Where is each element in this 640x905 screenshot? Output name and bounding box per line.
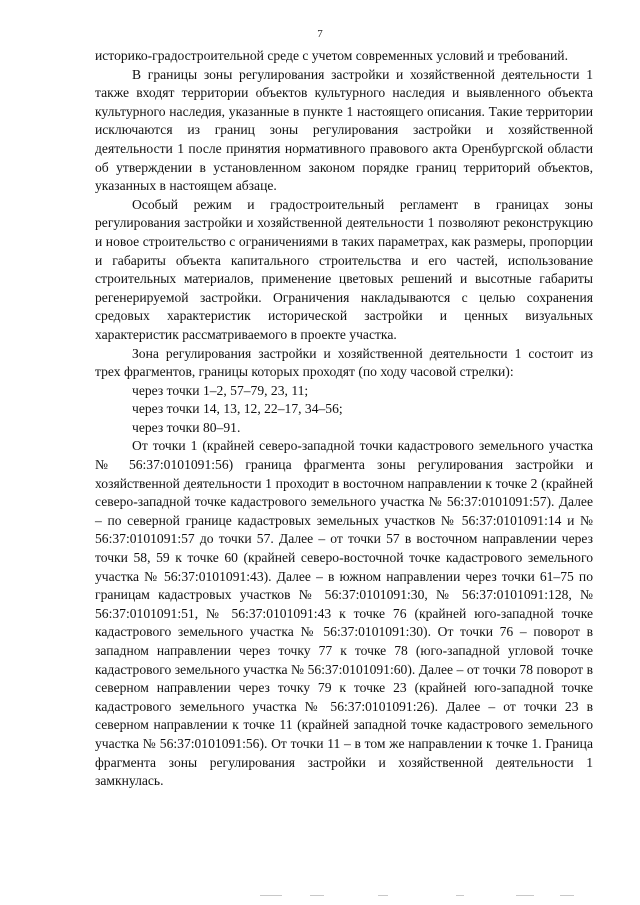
fragment-list-item: через точки 14, 13, 12, 22–17, 34–56; [132, 401, 343, 417]
page-number: 7 [317, 28, 323, 40]
paragraph-special-regime: Особый режим и градостроительный регламент в границах зоны регулирования застройки и хозяйственной деятельности 1 позволяют реконструкцию и новое строительство с ограничениями в таких параметрах, как размеры, пропорции и габариты объекта капитального строительства и его частей, использование строительных материалов, применение цветовых решений и высотные габариты регенерируемой застройки. Ограничения накладываются с целью сохранения средовых характеристик исторической застройки и ценных визуальных характеристик рассматриваемого в проекте участка. [95, 196, 593, 342]
fragment-list-item: через точки 1–2, 57–79, 23, 11; [132, 382, 309, 398]
scan-artifact-marks [260, 893, 580, 899]
paragraph-cultural-heritage: В границы зоны регулирования застройки и хозяйственной деятельности 1 также входят территории объектов культурного наследия и выявленного объекта культурного наследия, указанные в пункте 1 настоящего описания. Такие территории исключаются из границ зоны регулирования застройки и хозяйственной деятельности 1 после принятия нормативного правового акта Оренбургской области об утверждении в установленном законом порядке границ территорий объектов, указанных в настоящем абзаце. [95, 66, 593, 194]
fragment-list-item: через точки 80–91. [132, 419, 241, 435]
paragraph-continuation: историко-градостроительной среде с учетом современных условий и требований. [95, 48, 568, 63]
paragraph-boundary-description: От точки 1 (крайней северо-западной точки кадастрового земельного участка № 56:37:0101091:56) граница фрагмента зоны регулирования застройки и хозяйственной деятельности 1 проходит в восточном направлении к точке 2 (крайней северо-западной точке кадастрового земельного участка № 56:37:0101091:57). Далее – по северной границе кадастровых земельных участков № 56:37:0101091:14 и № 56:37:0101091:57 до точки 57. Далее – от точки 57 в восточном направлении через точки 58, 59 к точке 60 (крайней северо-восточной точке кадастрового земельного участка № 56:37:0101091:43). Далее – в южном направлении через точки 61–75 по границам кадастровых участков № 56:37:0101091:30, № 56:37:0101091:128, № 56:37:0101091:51, № 56:37:0101091:43 к точке 76 (крайней юго-западной точке кадастрового земельного участка № 56:37:0101091:30). От точки 76 – поворот в западном направлении через точку 77 к точке 78 (юго-западной угловой точке кадастрового земельного участка № 56:37:0101091:60). Далее – от точки 78 поворот в северном направлении через точку 79 к точке 23 (крайней юго-западной точке кадастрового земельного участка № 56:37:0101091:26). Далее – от точки 23 в северном направлении к точке 11 (крайней западной точке кадастрового земельного участка № 56:37:0101091:56). От точки 11 – в том же направлении к точке 1. Граница фрагмента зоны регулирования застройки и хозяйственной деятельности 1 замкнулась. [95, 438, 593, 789]
paragraph-zone-fragments: Зона регулирования застройки и хозяйственной деятельности 1 состоит из трех фрагментов, границы которых проходят (по ходу часовой стрелки): [95, 345, 593, 380]
document-body [95, 47, 593, 791]
